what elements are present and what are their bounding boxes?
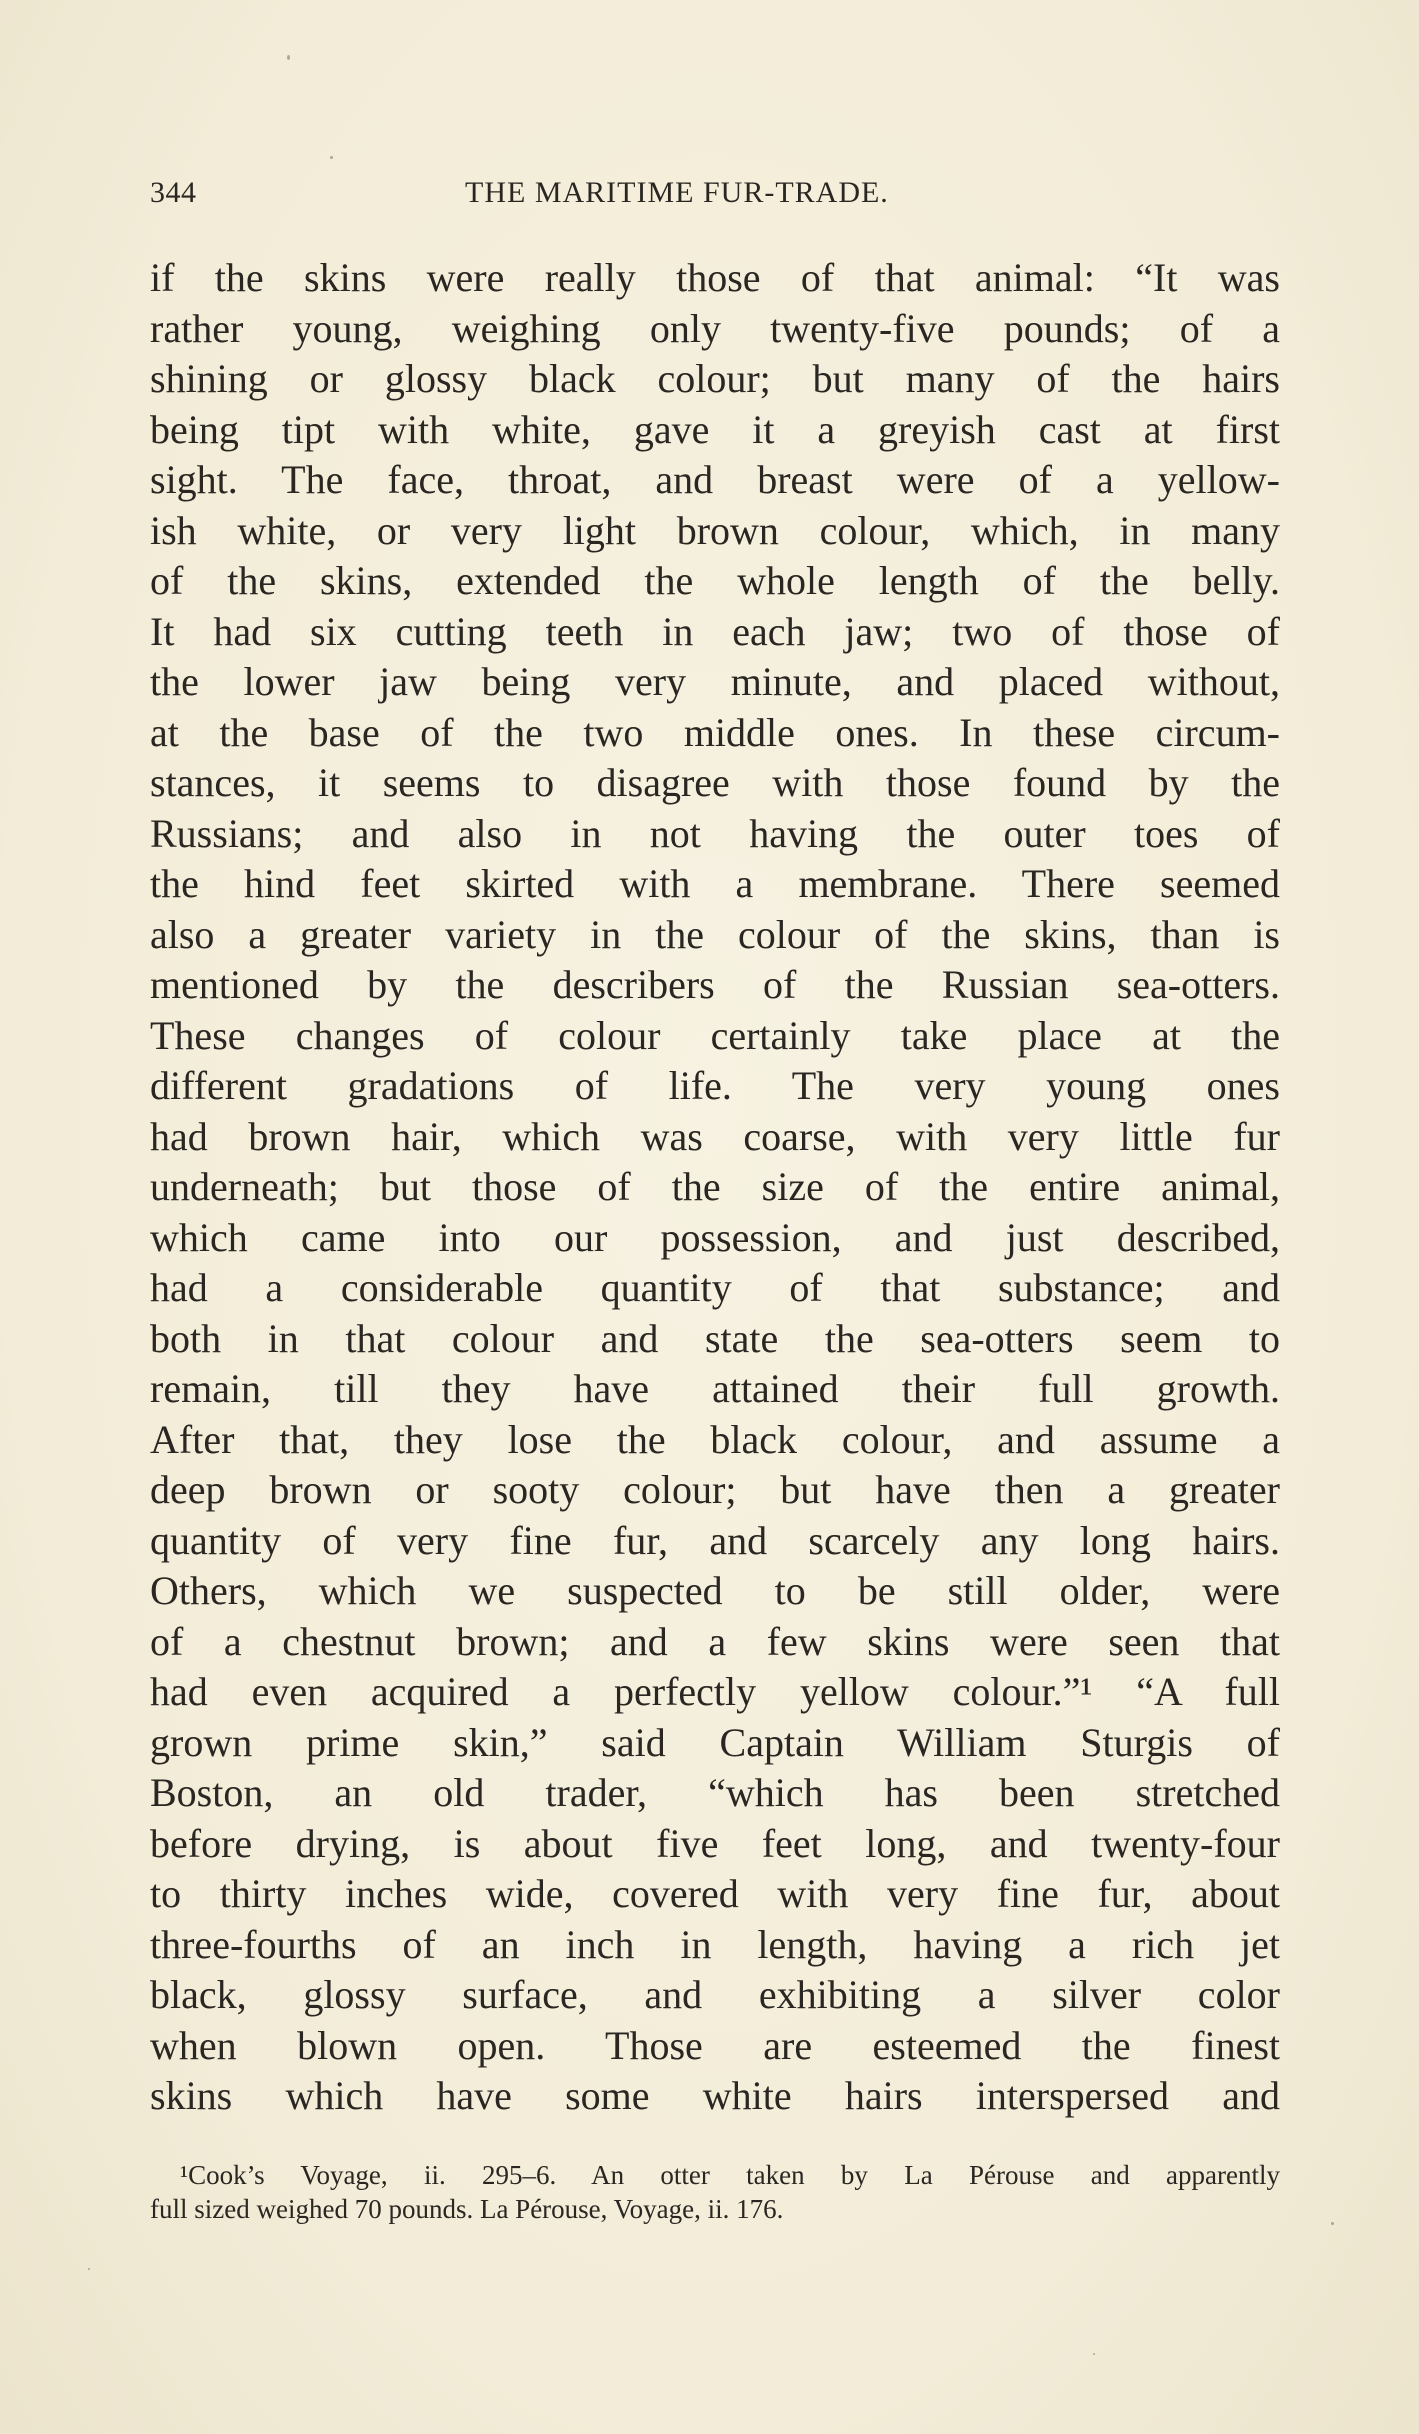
text-line: the lower jaw being very minute, and placed without, [150, 659, 1280, 704]
text-line: shining or glossy black colour; but many of the hairs [150, 356, 1280, 401]
text-line: Boston, an old trader, “which has been stretched [150, 1770, 1280, 1815]
text-line: sight. The face, throat, and breast were of a yellow- [150, 457, 1280, 502]
page-number: 344 [150, 176, 197, 209]
text-line: of the skins, extended the whole length of the belly. [150, 558, 1280, 603]
footnotes [150, 2158, 1280, 2226]
paper-speck [1331, 2222, 1334, 2225]
text-line: if the skins were really those of that animal: “It was [150, 255, 1280, 300]
text-line: stances, it seems to disagree with those found by the [150, 760, 1280, 805]
text-line: skins which have some white hairs interspersed and [150, 2073, 1280, 2118]
footnote-line: ¹Cook’s Voyage, ii. 295–6. An otter taken by La Pérouse and apparently [180, 2160, 1280, 2190]
text-line: After that, they lose the black colour, and assume a [150, 1416, 1280, 1462]
text-line: black, glossy surface, and exhibiting a silver color [150, 1972, 1280, 2017]
text-line: Others, which we suspected to be still older, were [150, 1568, 1280, 1613]
text-line: before drying, is about five feet long, and twenty-four [150, 1820, 1280, 1866]
text-line: had a considerable quantity of that substance; and [150, 1265, 1280, 1310]
text-line: underneath; but those of the size of the entire animal, [150, 1164, 1280, 1209]
paper-speck [88, 2268, 90, 2270]
paper-speck [1093, 2353, 1095, 2355]
running-head: THE MARITIME FUR-TRADE. [465, 176, 889, 209]
text-line: quantity of very fine fur, and scarcely any long hairs. [150, 1517, 1280, 1563]
text-line: also a greater variety in the colour of the skins, than is [150, 911, 1280, 957]
text-line: grown prime skin,” said Captain William Sturgis of [150, 1719, 1280, 1765]
text-line: deep brown or sooty colour; but have then a greater [150, 1467, 1280, 1512]
text-line: Russians; and also in not having the outer toes of [150, 810, 1280, 856]
text-line: three-fourths of an inch in length, having a rich jet [150, 1921, 1280, 1967]
text-line: which came into our possession, and just described, [150, 1214, 1280, 1260]
text-line: at the base of the two middle ones. In these circum- [150, 709, 1280, 755]
text-line: ish white, or very light brown colour, which, in many [150, 507, 1280, 553]
text-line: of a chestnut brown; and a few skins were seen that [150, 1618, 1280, 1664]
text-line: being tipt with white, gave it a greyish cast at first [150, 406, 1280, 452]
text-line: rather young, weighing only twenty-five pounds; of a [150, 305, 1280, 351]
text-line: when blown open. Those are esteemed the finest [150, 2022, 1280, 2068]
text-line: to thirty inches wide, covered with very fine fur, about [150, 1871, 1280, 1916]
paper-speck [287, 55, 290, 60]
text-line: These changes of colour certainly take place at the [150, 1012, 1280, 1058]
paper-speck [330, 156, 333, 159]
text-line: had brown hair, which was coarse, with very little fur [150, 1113, 1280, 1159]
text-line: had even acquired a perfectly yellow colour.”¹ “A full [150, 1669, 1280, 1714]
footnote-line: full sized weighed 70 pounds. La Pérouse, Voyage, ii. 176. [150, 2194, 784, 2224]
page-header [150, 176, 1280, 216]
text-line: both in that colour and state the sea-otters seem to [150, 1315, 1280, 1361]
text-line: remain, till they have attained their full growth. [150, 1366, 1280, 1411]
text-line: mentioned by the describers of the Russian sea-otters. [150, 962, 1280, 1007]
text-line: different gradations of life. The very young ones [150, 1063, 1280, 1108]
body-text [150, 253, 1280, 2122]
text-line: the hind feet skirted with a membrane. There seemed [150, 861, 1280, 906]
text-line: It had six cutting teeth in each jaw; two of those of [150, 608, 1280, 654]
